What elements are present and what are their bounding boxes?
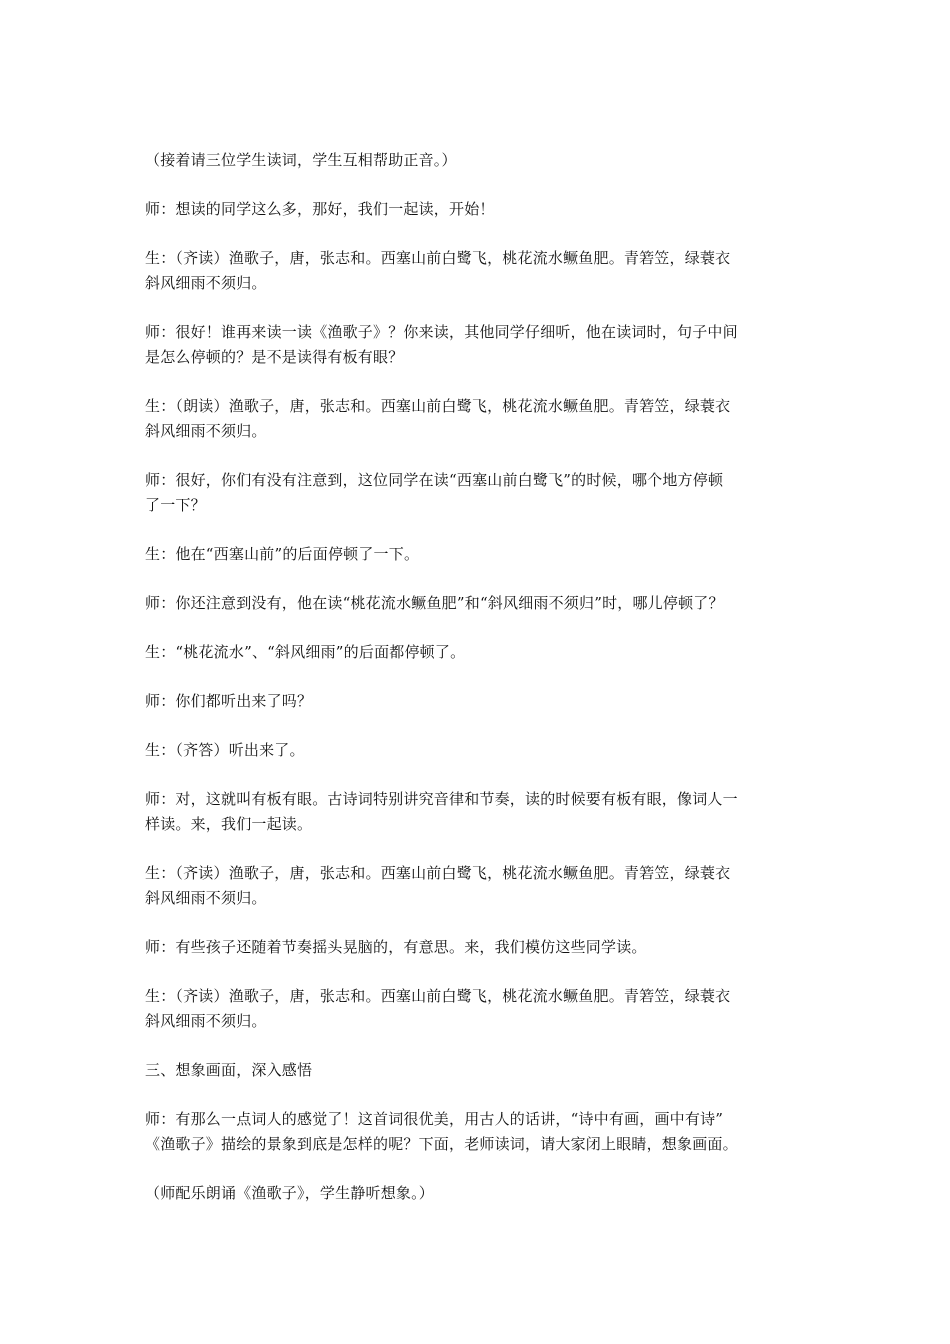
text-paragraph <box>145 542 810 567</box>
text-line: 是怎么停顿的？是不是读得有板有眼？ <box>145 348 404 366</box>
text-line: 师：对，这就叫有板有眼。古诗词特别讲究音律和节奏，读的时候要有板有眼，像词人一 <box>145 790 738 808</box>
text-line: 生：（朗读）渔歌子，唐，张志和。西塞山前白鹭飞，桃花流水鳜鱼肥。青箬笠，绿蓑衣 <box>145 397 731 415</box>
text-paragraph <box>145 738 810 763</box>
text-line: 生：他在“西塞山前”的后面停顿了一下。 <box>145 545 420 563</box>
text-line: 样读。来，我们一起读。 <box>145 815 313 833</box>
text-paragraph <box>145 468 810 518</box>
text-line: 生：（齐读）渔歌子，唐，张志和。西塞山前白鹭飞，桃花流水鳜鱼肥。青箬笠，绿蓑衣 <box>145 987 731 1005</box>
text-line: 了一下？ <box>145 496 206 514</box>
text-line: 《渔歌子》描绘的景象到底是怎样的呢？下面，老师读词，请大家闭上眼睛，想象画面。 <box>145 1135 738 1153</box>
text-line: 师：有些孩子还随着节奏摇头晃脑的，有意思。来，我们模仿这些同学读。 <box>145 938 647 956</box>
text-paragraph <box>145 1107 810 1157</box>
text-line: 师：很好，你们有没有注意到，这位同学在读“西塞山前白鹭飞”的时候，哪个地方停顿 <box>145 471 724 489</box>
text-line: 斜风细雨不须归。 <box>145 422 267 440</box>
text-line: 生：（齐答）听出来了。 <box>145 741 305 759</box>
text-line: 生：（齐读）渔歌子，唐，张志和。西塞山前白鹭飞，桃花流水鳜鱼肥。青箬笠，绿蓑衣 <box>145 864 731 882</box>
text-line: 三、想象画面，深入感悟 <box>145 1061 313 1079</box>
text-paragraph <box>145 1181 810 1206</box>
text-paragraph <box>145 935 810 960</box>
text-line: 生：（齐读）渔歌子，唐，张志和。西塞山前白鹭飞，桃花流水鳜鱼肥。青箬笠，绿蓑衣 <box>145 249 731 267</box>
text-line: 师：你们都听出来了吗？ <box>145 692 313 710</box>
text-paragraph <box>145 861 810 911</box>
text-line: （师配乐朗诵《渔歌子》，学生静听想象。） <box>145 1184 435 1202</box>
text-line: 师：想读的同学这么多，那好，我们一起读，开始！ <box>145 200 495 218</box>
text-line: 师：有那么一点词人的感觉了！这首词很优美，用古人的话讲，“诗中有画，画中有诗” <box>145 1110 724 1128</box>
text-line: 斜风细雨不须归。 <box>145 1012 267 1030</box>
text-paragraph <box>145 640 810 665</box>
text-paragraph <box>145 148 810 173</box>
text-paragraph <box>145 320 810 370</box>
text-paragraph <box>145 689 810 714</box>
text-paragraph <box>145 197 810 222</box>
text-paragraph <box>145 591 810 616</box>
text-line: 师：你还注意到没有，他在读“桃花流水鳜鱼肥”和“斜风细雨不须归”时，哪儿停顿了？ <box>145 594 724 612</box>
text-line: 斜风细雨不须归。 <box>145 274 267 292</box>
text-paragraph <box>145 984 810 1034</box>
text-line: （接着请三位学生读词，学生互相帮助正音。） <box>145 151 457 169</box>
text-line: 师：很好！谁再来读一读《渔歌子》？你来读，其他同学仔细听，他在读词时，句子中间 <box>145 323 738 341</box>
text-paragraph <box>145 1058 810 1083</box>
text-line: 斜风细雨不须归。 <box>145 889 267 907</box>
document-body <box>145 148 810 1230</box>
text-paragraph <box>145 246 810 296</box>
text-line: 生：“桃花流水”、“斜风细雨”的后面都停顿了。 <box>145 643 466 661</box>
text-paragraph <box>145 394 810 444</box>
text-paragraph <box>145 787 810 837</box>
